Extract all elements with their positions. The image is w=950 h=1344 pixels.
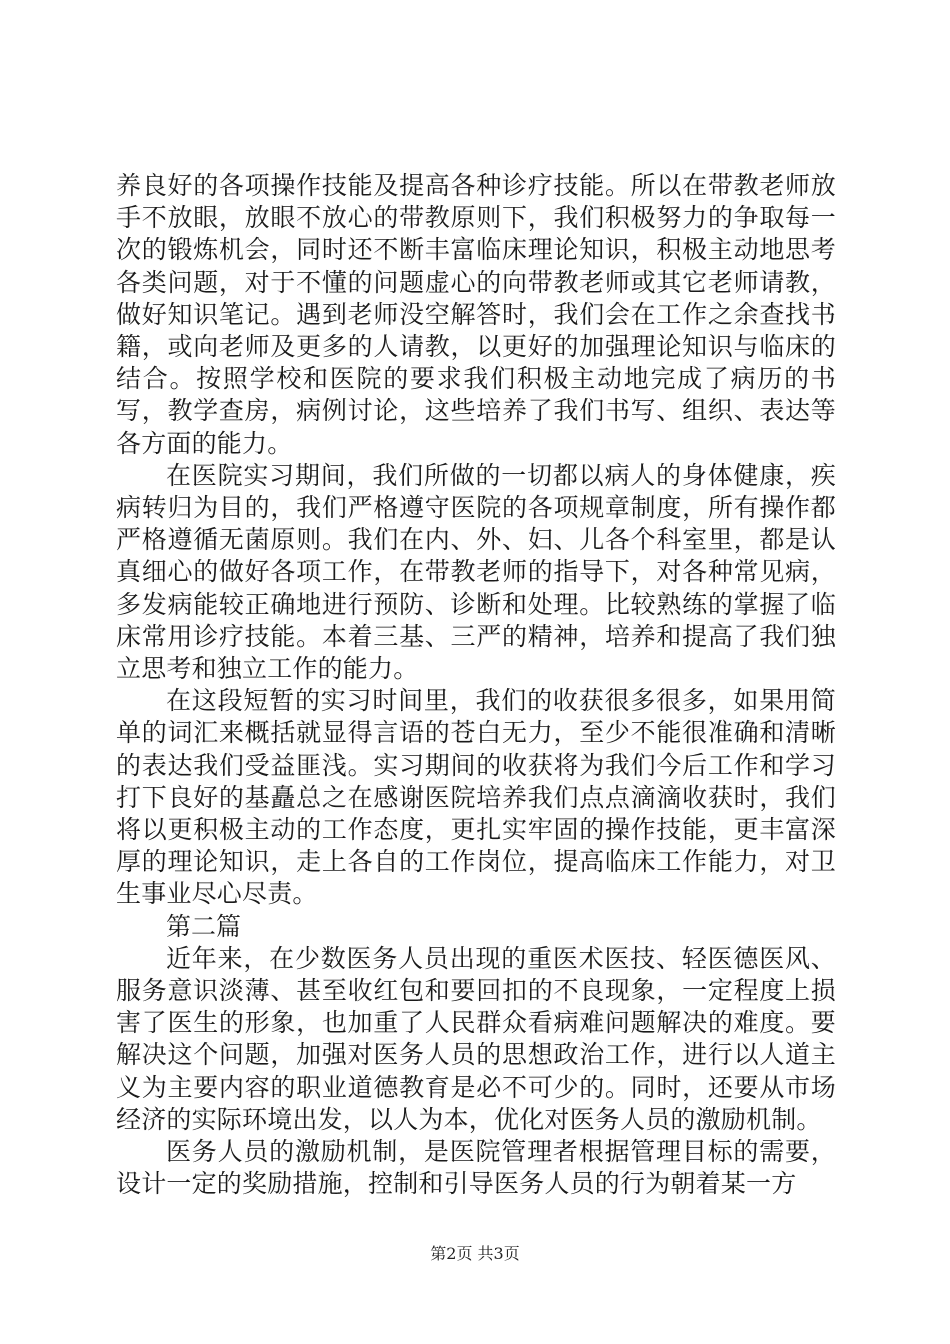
document-body — [116, 170, 836, 1201]
section-heading: 第二篇 — [166, 911, 242, 941]
paragraph-2: 在医院实习期间，我们所做的一切都以病人的身体健康，疾病转归为目的，我们严格遵守医院的各项规章制度，所有操作都严格遵循无菌原则。我们在内、外、妇、儿各个科室里，都是认真细心的做好各项工作，在带教老师的指导下，对各种常见病，多发病能较正确地进行预防、诊断和处理。比较熟练的掌握了临床常用诊疗技能。本着三基、三严的精神，培养和提高了我们独立思考和独立工作的能力。 — [116, 460, 836, 684]
paragraph-4: 近年来，在少数医务人员出现的重医术医技、轻医德医风、服务意识淡薄、甚至收红包和要回扣的不良现象，一定程度上损害了医生的形象，也加重了人民群众看病难问题解决的难度。要解决这个问题，加强对医务人员的思想政治工作，进行以人道主义为主要内容的职业道德教育是必不可少的。同时，还要从市场经济的实际环境出发，以人为本，优化对医务人员的激励机制。 — [116, 943, 836, 1134]
paragraph-3: 在这段短暂的实习时间里，我们的收获很多很多，如果用简单的词汇来概括就显得言语的苍白无力，至少不能很准确和清晰的表达我们受益匪浅。实习期间的收获将为我们今后工作和学习打下良好的基矗总之在感谢医院培养我们点点滴滴收获时，我们将以更积极主动的工作态度，更扎实牢固的操作技能，更丰富深厚的理论知识，走上各自的工作岗位，提高临床工作能力，对卫生事业尽心尽责。 — [116, 686, 836, 909]
page-number-label: 第2页 共3页 — [430, 1244, 520, 1263]
paragraph-1: 养良好的各项操作技能及提高各种诊疗技能。所以在带教老师放手不放眼，放眼不放心的带教原则下，我们积极努力的争取每一次的锻炼机会，同时还不断丰富临床理论知识，积极主动地思考各类问题，对于不懂的问题虚心的向带教老师或其它老师请教，做好知识笔记。遇到老师没空解答时，我们会在工作之余查找书籍，或向老师及更多的人请教，以更好的加强理论知识与临床的结合。按照学校和医院的要求我们积极主动地完成了病历的书写，教学查房，病例讨论，这些培养了我们书写、组织、表达等各方面的能力。 — [116, 171, 836, 458]
page-footer — [0, 1244, 950, 1264]
paragraph-5: 医务人员的激励机制，是医院管理者根据管理目标的需要，设计一定的奖励措施，控制和引导医务人员的行为朝着某一方 — [116, 1137, 836, 1199]
